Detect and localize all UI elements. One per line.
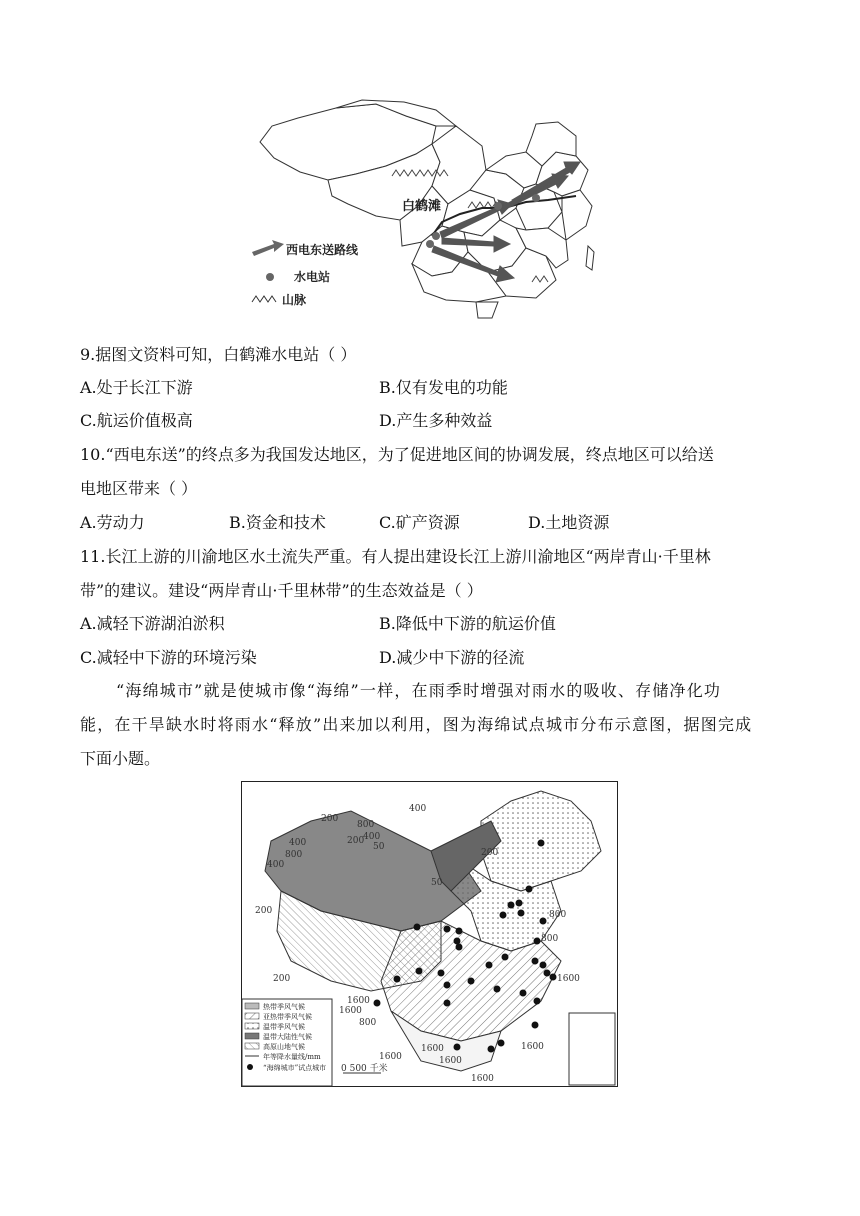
svg-text:800: 800 <box>549 910 567 920</box>
svg-text:400: 400 <box>363 832 381 842</box>
svg-text:50: 50 <box>431 878 443 888</box>
svg-text:亚热带季风气候: 亚热带季风气候 <box>263 1013 312 1021</box>
question-9-option-c: C.航运价值极高 <box>80 411 193 430</box>
question-11-option-d: D.减少中下游的径流 <box>379 648 525 667</box>
baiheitan-label: 白鹤滩 <box>402 199 442 214</box>
svg-text:800: 800 <box>285 850 303 860</box>
svg-text:热带季风气候: 热带季风气候 <box>263 1003 305 1011</box>
question-9-option-a: A.处于长江下游 <box>80 378 193 397</box>
scale-bar: 0 500 千米 <box>341 1064 388 1074</box>
dot-icon <box>266 273 274 281</box>
svg-text:1600: 1600 <box>439 1056 462 1066</box>
climate-legend <box>242 999 332 1086</box>
mountain-icon <box>252 296 276 302</box>
map-legend <box>252 240 359 307</box>
svg-text:高原山地气候: 高原山地气候 <box>263 1043 305 1051</box>
svg-text:温带季风气候: 温带季风气候 <box>263 1023 305 1031</box>
arrow-icon <box>252 240 284 256</box>
west-east-power-map <box>236 96 596 332</box>
svg-text:400: 400 <box>267 860 285 870</box>
svg-text:200: 200 <box>481 848 499 858</box>
svg-text:200: 200 <box>347 836 365 846</box>
passage-line3: 下面小题。 <box>80 749 161 768</box>
svg-text:1600: 1600 <box>379 1052 402 1062</box>
question-9-option-d: D.产生多种效益 <box>379 411 493 430</box>
svg-text:1600: 1600 <box>347 996 370 1006</box>
svg-text:800: 800 <box>359 1018 377 1028</box>
question-10-stem-line2: 电地区带来（ ） <box>80 479 198 498</box>
passage-line1: “海绵城市”就是使城市像“海绵”一样，在雨季时增强对雨水的吸收、存储净化功 <box>116 681 722 700</box>
svg-text:1600: 1600 <box>471 1074 494 1084</box>
question-11-option-c: C.减轻中下游的环境污染 <box>80 648 257 667</box>
svg-text:温带大陆性气候: 温带大陆性气候 <box>263 1033 312 1041</box>
question-10-option-d: D.土地资源 <box>528 513 610 532</box>
question-10-stem-line1: 10.“西电东送”的终点多为我国发达地区，为了促进地区间的协调发展，终点地区可以给送 <box>80 445 714 464</box>
svg-text:800: 800 <box>357 820 375 830</box>
question-10-option-b: B.资金和技术 <box>229 513 326 532</box>
svg-text:800: 800 <box>541 934 559 944</box>
question-10-option-a: A.劳动力 <box>80 513 145 532</box>
legend-mountain-label: 山脉 <box>282 293 307 307</box>
question-10-option-c: C.矿产资源 <box>379 513 460 532</box>
svg-text:50: 50 <box>373 842 385 852</box>
svg-text:1600: 1600 <box>521 1042 544 1052</box>
legend-station-label: 水电站 <box>294 270 331 284</box>
svg-text:1600: 1600 <box>339 1006 362 1016</box>
svg-text:1600: 1600 <box>421 1044 444 1054</box>
question-9-stem: 9.据图文资料可知，白鹤滩水电站（ ） <box>80 345 357 364</box>
svg-text:200: 200 <box>273 974 291 984</box>
svg-text:1600: 1600 <box>557 974 580 984</box>
sponge-city-map <box>241 781 618 1087</box>
question-11-stem-line1: 11.长江上游的川渝地区水土流失严重。有人提出建设长江上游川渝地区“两岸青山·千里林 <box>80 547 711 566</box>
svg-text:年等降水量线/mm: 年等降水量线/mm <box>263 1053 321 1061</box>
question-11-option-b: B.降低中下游的航运价值 <box>379 614 556 633</box>
question-11-stem-line2: 带”的建议。建设“两岸青山·千里林带”的生态效益是（ ） <box>80 581 483 600</box>
svg-text:200: 200 <box>255 906 273 916</box>
svg-text:400: 400 <box>289 838 307 848</box>
question-9-option-b: B.仅有发电的功能 <box>379 378 508 397</box>
svg-text:“海绵城市”试点城市: “海绵城市”试点城市 <box>263 1064 327 1072</box>
svg-text:200: 200 <box>321 814 339 824</box>
legend-route-label: 西电东送路线 <box>286 243 359 257</box>
svg-text:400: 400 <box>409 804 427 814</box>
passage-line2: 能，在干旱缺水时将雨水“释放”出来加以利用，图为海绵试点城市分布示意图，据图完成 <box>80 715 753 734</box>
question-11-option-a: A.减轻下游湖泊淤积 <box>80 614 225 633</box>
